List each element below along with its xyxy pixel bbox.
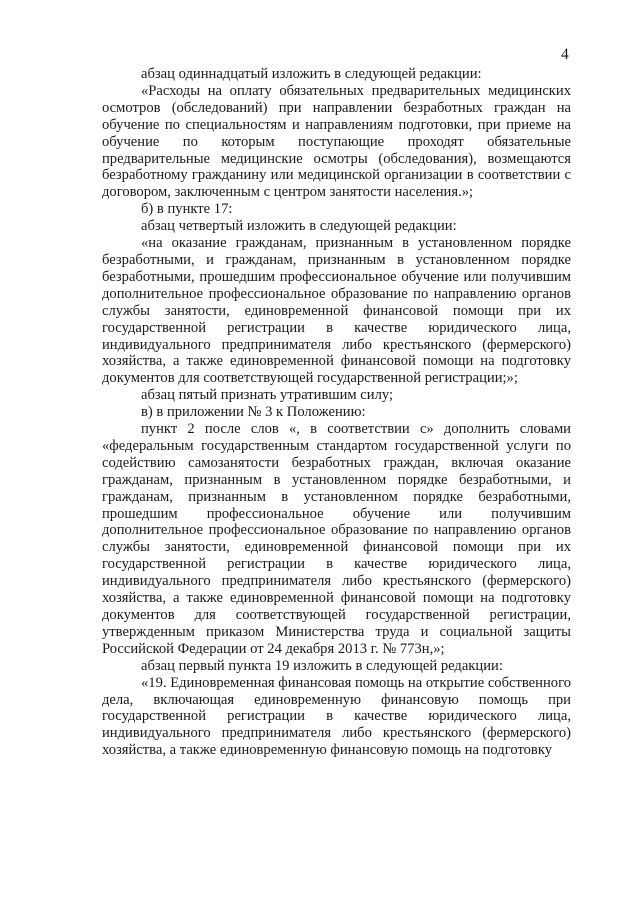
document-body (102, 66, 571, 759)
paragraph: абзац пятый признать утратившим силу; (141, 387, 394, 404)
paragraph: абзац четвертый изложить в следующей редакции: (141, 218, 457, 235)
paragraph: абзац первый пункта 19 изложить в следующей редакции: (141, 657, 503, 674)
paragraph: «19. Единовременная финансовая помощь на открытие собственного дела, включающая единовременную финансовую помощь при государственной регистрации в качестве юридического лица, индивидуального предпринимателя либо крестьянского (фермерского) хозяйства, а также единовременную финансовую помощь на подготовку (102, 674, 571, 759)
paragraph: «Расходы на оплату обязательных предварительных медицинских осмотров (обследований) при направлении безработных граждан на обучение по специальностям и направлениям подготовки, при приеме на обучение по которым поступающие проходят обязательные предварительные медицинские осмотры (обследования), возмещаются безработному гражданину или медицинской организации в соответствии с договором, заключенным с центром занятости населения.»; (102, 82, 571, 201)
paragraph: пункт 2 после слов «, в соответствии с» дополнить словами «федеральным государственным стандартом государственной услуги по содействию самозанятости безработных граждан, включая оказание гражданам, признанным в установленном порядке безработными, и гражданам, признанным в установленном порядке безработными, прошедшим профессиональное обучение или получившим дополнительное профессиональное образование по направлению органов службы занятости, единовременной финансовой помощи при их государственной регистрации в качестве юридического лица, индивидуального предпринимателя либо крестьянского (фермерского) хозяйства, а также единовременной финансовой помощи на подготовку документов для соответствующей государственной регистрации, утвержденным приказом Министерства труда и социальной защиты Российской Федерации от 24 декабря 2013 г. № 773н,»; (102, 421, 571, 657)
paragraph: в) в приложении № 3 к Положению: (141, 404, 366, 421)
paragraph: б) в пункте 17: (141, 201, 233, 218)
paragraph: «на оказание гражданам, признанным в установленном порядке безработными, и гражданам, признанным в установленном порядке безработными, прошедшим профессиональное обучение или получившим дополнительное профессиональное образование по направлению органов службы занятости, единовременной финансовой помощи при их государственной регистрации в качестве юридического лица, индивидуального предпринимателя либо крестьянского (фермерского) хозяйства, а также единовременной финансовой помощи на подготовку документов для соответствующей государственной регистрации;»; (102, 235, 571, 387)
paragraph: абзац одиннадцатый изложить в следующей редакции: (141, 66, 482, 82)
page-number: 4 (561, 46, 569, 63)
